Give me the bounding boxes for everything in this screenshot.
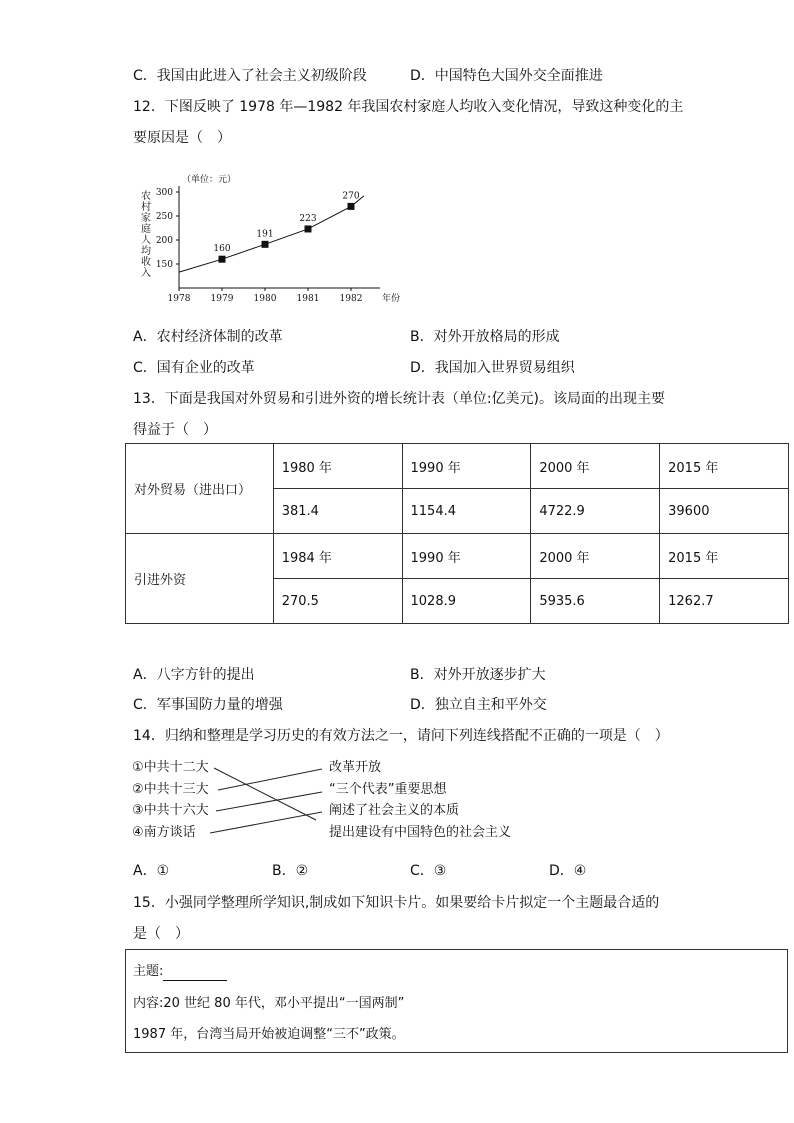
table-cell: 2015 年	[660, 444, 789, 489]
table-cell: 5935.6	[531, 579, 660, 624]
table-cell: 270.5	[273, 579, 402, 624]
match-left-item: ②中共十三大	[132, 782, 209, 797]
table-cell: 2000 年	[531, 534, 660, 579]
q13-stem-line1: 13．下面是我国对外贸易和引进外资的增长统计表（单位:亿美元)。该局面的出现主要	[133, 391, 665, 407]
y-tick-label: 250	[155, 212, 173, 222]
q14-option-c: C．③	[410, 863, 447, 879]
match-line-3	[216, 792, 322, 811]
table-cell: 381.4	[273, 489, 402, 534]
ylabel-char: 家	[141, 213, 151, 224]
x-tick-label: 1980	[253, 294, 277, 304]
ylabel-char: 收	[141, 257, 151, 268]
table-cell: 1990 年	[402, 534, 531, 579]
q14-stem: 14．归纳和整理是学习历史的有效方法之一，请问下列连线搭配不正确的一项是（ ）	[133, 728, 669, 744]
q13-option-d: D．独立自主和平外交	[410, 697, 547, 713]
match-left-item: ①中共十二大	[132, 760, 209, 775]
table-cell: 1154.4	[402, 489, 531, 534]
y-tick-label: 300	[155, 188, 173, 198]
q14-option-a: A．①	[133, 863, 170, 879]
q12-option-d: D．我国加入世界贸易组织	[410, 360, 575, 376]
table-cell: 1990 年	[402, 444, 531, 489]
chart-unit-label: （单位：元）	[182, 175, 237, 185]
q11-option-c: C．我国由此进入了社会主义初级阶段	[133, 68, 367, 84]
data-label: 191	[256, 229, 274, 240]
table-cell: 1984 年	[273, 534, 402, 579]
x-tick-label: 1982	[339, 294, 363, 304]
match-right-item: 改革开放	[329, 760, 382, 775]
match-right-item: 阐述了社会主义的本质	[329, 803, 460, 818]
q13-option-b: B．对外开放逐步扩大	[410, 667, 546, 683]
match-line-1	[214, 768, 316, 820]
card-title-label: 主题:	[133, 964, 164, 979]
knowledge-card	[125, 949, 788, 1053]
q14-option-d: D．④	[549, 863, 587, 879]
q14-option-b: B．②	[272, 863, 309, 879]
q12-option-c: C．国有企业的改革	[133, 360, 255, 376]
table-cell: 1980 年	[273, 444, 402, 489]
ylabel-char: 人	[141, 235, 151, 246]
match-left-item: ③中共十六大	[132, 803, 209, 818]
q13-option-c: C．军事国防力量的增强	[133, 697, 283, 713]
q12-stem-line2: 要原因是（ ）	[133, 130, 231, 146]
card-content-line1: 内容:20 世纪 80 年代，邓小平提出“一国两制”	[133, 996, 405, 1011]
data-label: 160	[213, 244, 231, 255]
match-right-item: “三个代表”重要思想	[329, 782, 447, 797]
fdi-row-label: 引进外资	[126, 534, 274, 624]
ylabel-char: 农	[141, 191, 151, 202]
ylabel-char: 入	[141, 268, 151, 279]
data-label: 223	[299, 213, 317, 224]
q12-option-b: B．对外开放格局的形成	[410, 329, 560, 345]
table-cell: 2000 年	[531, 444, 660, 489]
x-tick-label: 1978	[167, 294, 191, 304]
table-cell: 4722.9	[531, 489, 660, 534]
card-content-line2: 1987 年，台湾当局开始被迫调整“三不”政策。	[133, 1027, 405, 1042]
q12-option-a: A．农村经济体制的改革	[133, 329, 283, 345]
q13-option-a: A．八字方针的提出	[133, 667, 255, 683]
x-tick-label: 1979	[210, 294, 234, 304]
table-cell: 39600	[660, 489, 789, 534]
chart-xlabel: 年份	[382, 294, 401, 304]
table-cell: 2015 年	[660, 534, 789, 579]
ylabel-char: 村	[141, 202, 151, 213]
data-label: 270	[342, 191, 360, 202]
match-left-item: ④南方谈话	[132, 825, 196, 840]
q12-stem-line1: 12．下图反映了 1978 年—1982 年我国农村家庭人均收入变化情况，导致这种变化的主	[133, 99, 684, 115]
table-cell: 1262.7	[660, 579, 789, 624]
card-title-blank	[163, 966, 227, 981]
y-tick-label: 150	[155, 260, 173, 270]
ylabel-char: 庭	[141, 224, 151, 235]
match-line-4	[210, 812, 322, 833]
q13-stem-line2: 得益于（ ）	[133, 422, 217, 438]
q11-option-d: D．中国特色大国外交全面推进	[410, 68, 603, 84]
q15-stem-line2: 是（ ）	[133, 926, 189, 942]
card-title-row	[133, 963, 227, 981]
ylabel-char: 均	[141, 246, 151, 257]
table-cell: 1028.9	[402, 579, 531, 624]
y-tick-label: 200	[155, 236, 173, 246]
match-line-2	[218, 769, 322, 790]
q15-stem-line1: 15．小强同学整理所学知识,制成如下知识卡片。如果要给卡片拟定一个主题最合适的	[133, 895, 660, 911]
trade-row-label: 对外贸易（进出口）	[126, 444, 274, 534]
match-right-item: 提出建设有中国特色的社会主义	[329, 825, 512, 840]
x-tick-label: 1981	[296, 294, 320, 304]
